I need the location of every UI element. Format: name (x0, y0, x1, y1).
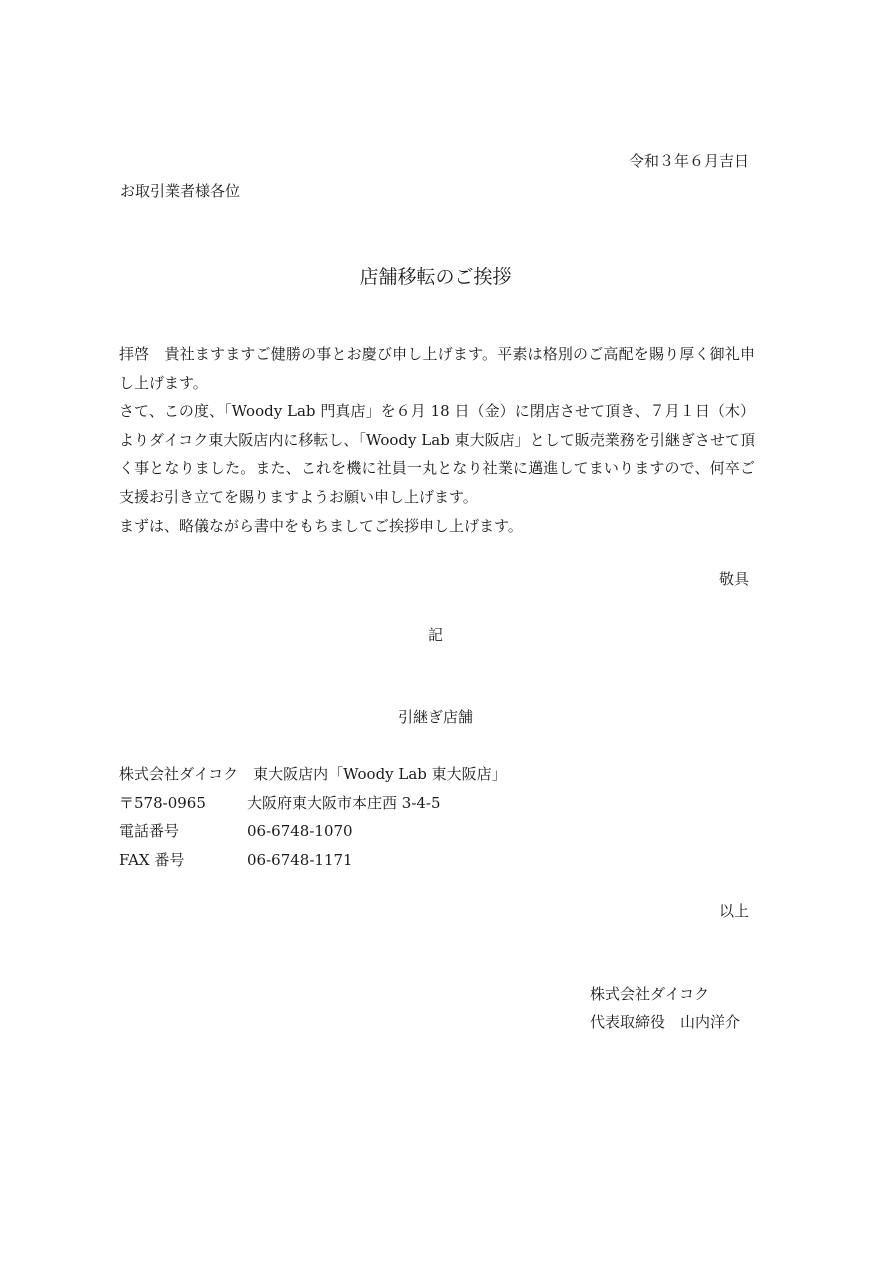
store-info (119, 760, 507, 874)
body-paragraph-closing: まずは、略儀ながら書中をもちましてご挨拶申し上げます。 (119, 516, 523, 535)
body-paragraph-announcement: さて、この度、「Woody Lab 門真店」を６月 18 日（金）に閉店させて頂き、７月１日（木）よりダイコク東大阪店内に移転し、「Woody Lab 東大阪店」として販売業務を引継ぎさせて頂く事となりました。また、これを機に社員一丸となり社業に邁進してまいりますので、何卒ご支援お引き立てを賜りますようお願い申し上げます。 (119, 402, 755, 506)
sender-company: 株式会社ダイコク (590, 985, 710, 1003)
end-mark: 以上 (718, 902, 749, 920)
ki-mark: 記 (427, 626, 443, 644)
store-address: 大阪府東大阪市本庄西 3-4-5 (247, 793, 441, 812)
recipient: お取引業者様各位 (120, 182, 241, 200)
sender-representative: 代表取締役 山内洋介 (590, 1013, 741, 1031)
body-paragraph-greeting: 拝啓 貴社ますますご健勝の事とお慶び申し上げます。平素は格別のご高配を賜り厚く御礼申し上げます。 (119, 345, 755, 392)
fax-number: 06-6748-1171 (247, 850, 353, 869)
phone-number: 06-6748-1070 (247, 822, 353, 840)
phone-label: 電話番号 (119, 822, 180, 840)
letter-title: 店舗移転のご挨拶 (359, 266, 512, 288)
store-heading: 引継ぎ店舗 (397, 708, 473, 726)
store-company-line: 株式会社ダイコク 東大阪店内「Woody Lab 東大阪店」 (119, 765, 507, 783)
store-phone-row (119, 817, 507, 846)
letter-body (119, 340, 755, 540)
store-address-row (119, 789, 507, 818)
postal-code: 〒578-0965 (119, 793, 206, 812)
closing-keigu: 敬具 (718, 570, 749, 588)
sender-block (590, 980, 740, 1036)
letter-date: 令和３年６月吉日 (628, 152, 749, 170)
store-fax-row (119, 846, 507, 875)
fax-label: FAX 番号 (119, 850, 185, 869)
